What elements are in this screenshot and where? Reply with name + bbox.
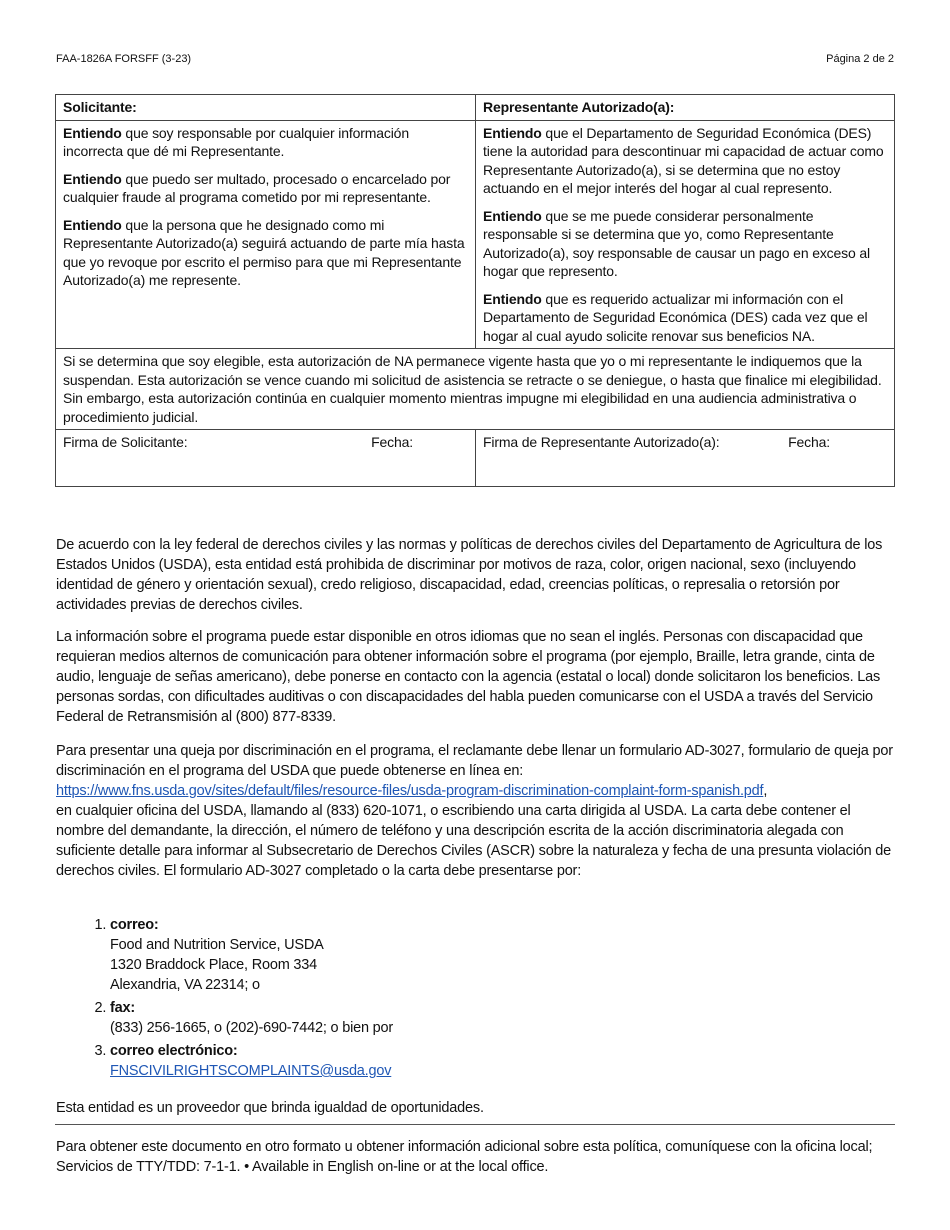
email-link[interactable]: FNSCIVILRIGHTSCOMPLAINTS@usda.gov	[110, 1063, 392, 1079]
statement: Entiendo que el Departamento de Seguridad Económica (DES) tiene la autoridad para descontinuar mi capacidad de actuar como Representante Autorizado(a), si se determina que no estoy actuando en el mejor interés del hogar al cual represento.	[483, 124, 884, 196]
language-paragraph: La información sobre el programa puede estar disponible en otros idiomas que no sean el inglés. Personas con discapacidad que requieran medios alternos de comunicación para obtener información sobre el programa (por ejemplo, Braille, letra grande, cinta de audio, lenguaje de señas americano), debe ponerse en contacto con la agencia (estatal o local) donde solicitaron los beneficios. Las personas sordas, con dificultades auditivas o con discapacidades del habla pueden comunicarse con el USDA a través del Servicio Federal de Retransmisión al (800) 877-8339.	[56, 629, 881, 725]
complaint-form-link[interactable]: https://www.fns.usda.gov/sites/default/files/resource-files/usda-program-discrimination-complaint-form-spanish.pdf	[56, 783, 764, 799]
statement: Entiendo que la persona que he designado como mi Representante Autorizado(a) seguirá actuando de parte mía hasta que yo revoque por escrito el permiso para que mi Representante Autorizado(a) me represente.	[63, 216, 465, 288]
date-label: Fecha:	[788, 434, 830, 450]
applicant-statements	[56, 120, 476, 349]
statement: Entiendo que puedo ser multado, procesado o encarcelado por cualquier fraude al programa cometido por mi representante.	[63, 170, 451, 205]
complaint-paragraph: Para presentar una queja por discriminación en el programa, el reclamante debe llenar un formulario AD-3027, formulario de queja por discriminación en el programa del USDA que puede obtenerse en línea en: https://www.fns.usda.gov/sites/default/files/resource-files/usda-program-discrimination-complaint-form-spanish.pdf, en cualquier oficina del USDA, llamando al (833) 620-1071, o escribiendo una carta dirigida al USDA. La carta debe contener el nombre del demandante, la dirección, el número de teléfono y una descripción escrita de la acción discriminatoria alegada con suficiente detalle para informar al Subsecretario de Derechos Civiles (ASCR) sobre la naturaleza y fecha de una presunta violación de derechos civiles. El formulario AD-3027 completado o la carta debe presentarse por:	[56, 743, 893, 879]
eligibility-text: Si se determina que soy elegible, esta autorización de NA permanece vigente hasta que yo o mi representante le indiquemos que la suspendan. Esta autorización se vence cuando mi solicitud de asistencia se retracte o se deniegue, o hasta que finalice mi elegibilidad. Sin embargo, esta autorización continúa en cualquier momento mientras impugne mi elegibilidad en una audiencia administrativa o procedimiento judicial.	[56, 349, 895, 430]
nondiscrimination-paragraph: De acuerdo con la ley federal de derechos civiles y las normas y políticas de derechos civiles del Departamento de Agricultura de los Estados Unidos (USDA), esta entidad está prohibida de discriminar por motivos de raza, color, origen nacional, sexo (incluyendo identidad de género y orientación sexual), credo religioso, discapacidad, edad, creencias políticas, o represalia o retorsión por actividades previas de derechos civiles.	[56, 537, 883, 613]
page-number: Página 2 de 2	[826, 53, 894, 65]
statement: Entiendo que soy responsable por cualquier información incorrecta que dé mi Representante.	[63, 124, 409, 159]
applicant-heading: Solicitante:	[56, 95, 476, 121]
statement: Entiendo que se me puede considerar personalmente responsable si se determina que yo, como Representante Autorizado(a), soy responsable de causar un pago en exceso al hogar que represento.	[483, 207, 870, 279]
footer-note: Para obtener este documento en otro formato u obtener información adicional sobre esta política, comuníquese con la oficina local; Servicios de TTY/TDD: 7-1-1. • Available in English on-line or at the local office.	[56, 1139, 873, 1175]
statement: Entiendo que es requerido actualizar mi información con el Departamento de Seguridad Económica (DES) cada vez que el hogar al cual ayudo solicite renovar sus beneficios NA.	[483, 290, 868, 344]
rep-heading: Representante Autorizado(a):	[476, 95, 895, 121]
method-email: 3. correo electrónico: FNSCIVILRIGHTSCOMPLAINTS@usda.gov	[110, 1041, 898, 1081]
divider	[55, 1124, 895, 1125]
rep-signature-label: Firma de Representante Autorizado(a):	[483, 434, 720, 450]
form-id: FAA-1826A FORSFF (3-23)	[56, 53, 192, 65]
method-fax: 2. fax: (833) 256-1665, o (202)-690-7442; o bien por	[110, 998, 898, 1038]
submission-methods	[56, 915, 898, 1084]
applicant-signature-field[interactable]	[56, 430, 476, 487]
authorization-table	[55, 94, 895, 487]
method-mail: 1. correo: Food and Nutrition Service, USDA 1320 Braddock Place, Room 334 Alexandria, VA 22314; o	[110, 915, 898, 995]
rep-statements	[476, 120, 895, 349]
applicant-signature-label: Firma de Solicitante:	[63, 434, 188, 450]
equal-opportunity-statement: Esta entidad es un proveedor que brinda igualdad de oportunidades.	[56, 1100, 484, 1116]
rep-signature-field[interactable]	[476, 430, 895, 487]
date-label: Fecha:	[371, 434, 413, 450]
